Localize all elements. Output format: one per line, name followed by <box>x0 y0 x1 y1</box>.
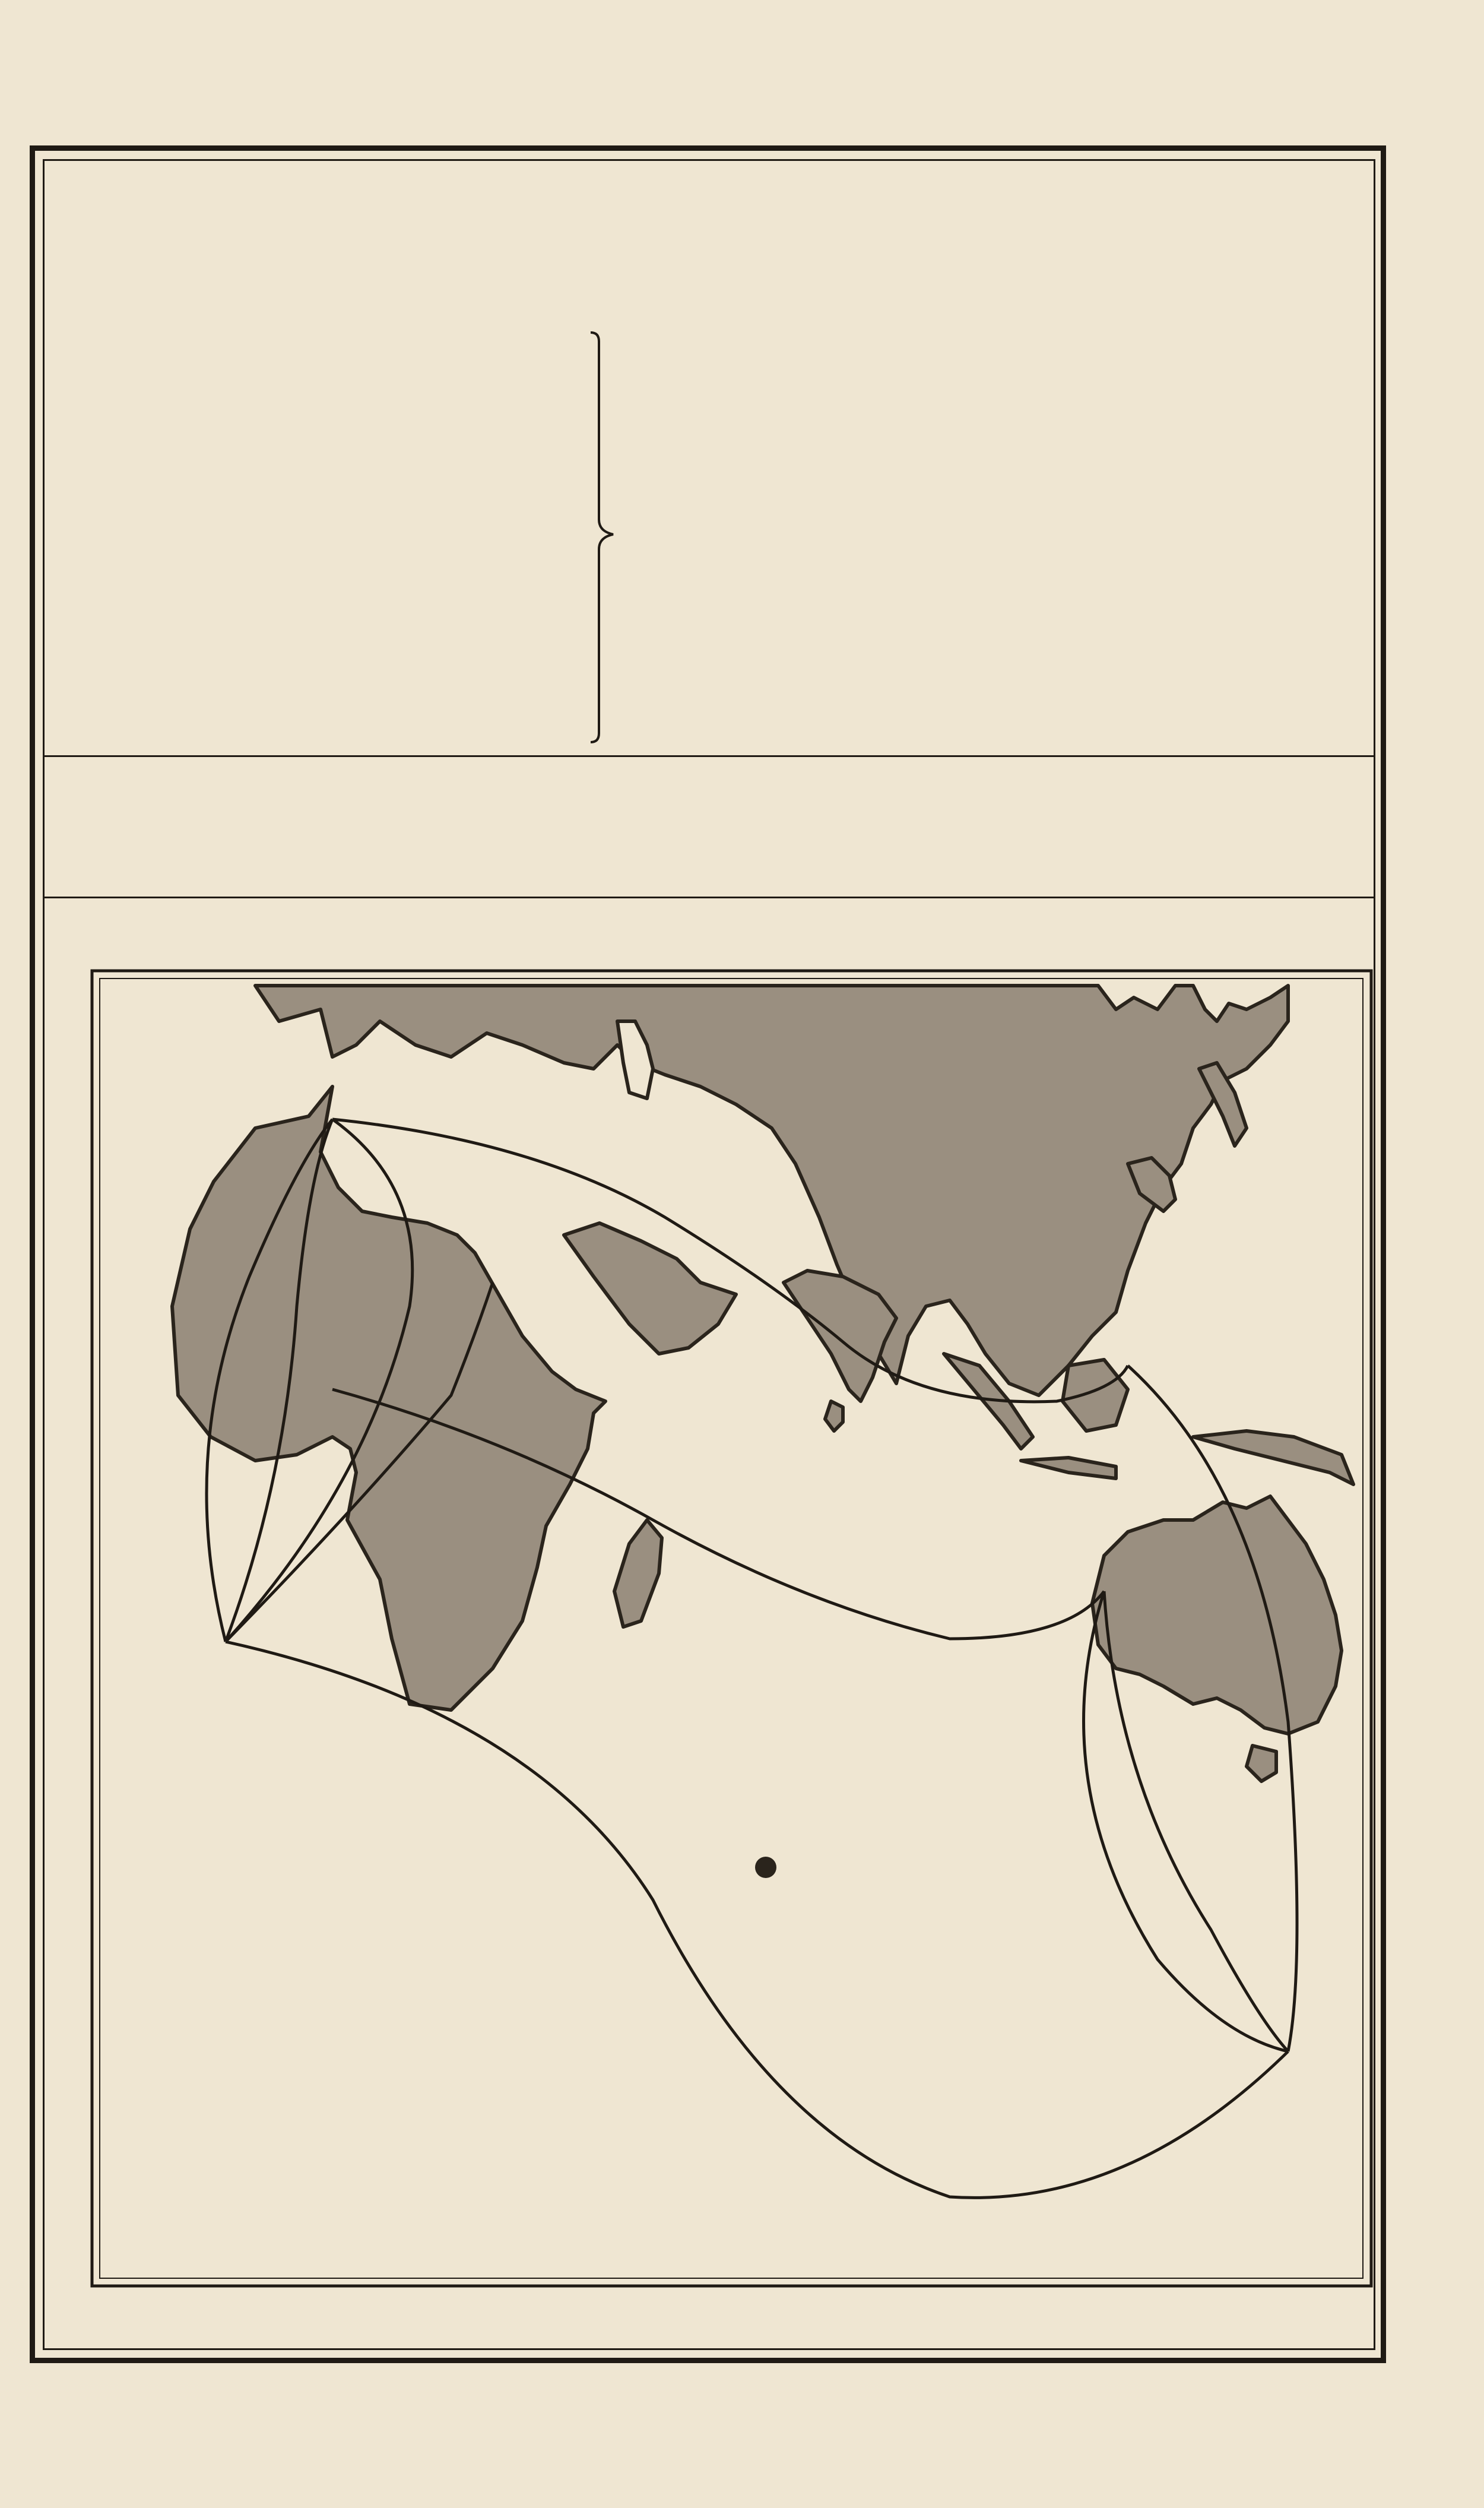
new-guinea-coast <box>1193 1431 1353 1484</box>
ceylon-coast <box>825 1401 843 1431</box>
compass-rose-icon <box>755 1857 776 1878</box>
coastlines <box>172 986 1353 1781</box>
borneo-coast <box>1063 1360 1128 1431</box>
southern-line-of-simple-contact <box>226 1642 1288 2197</box>
madagascar-coast <box>614 1520 662 1627</box>
australia-coast <box>1092 1496 1342 1734</box>
tasmania-coast <box>1247 1746 1276 1781</box>
java-coast <box>1021 1458 1116 1478</box>
arabia-coast <box>564 1223 736 1354</box>
